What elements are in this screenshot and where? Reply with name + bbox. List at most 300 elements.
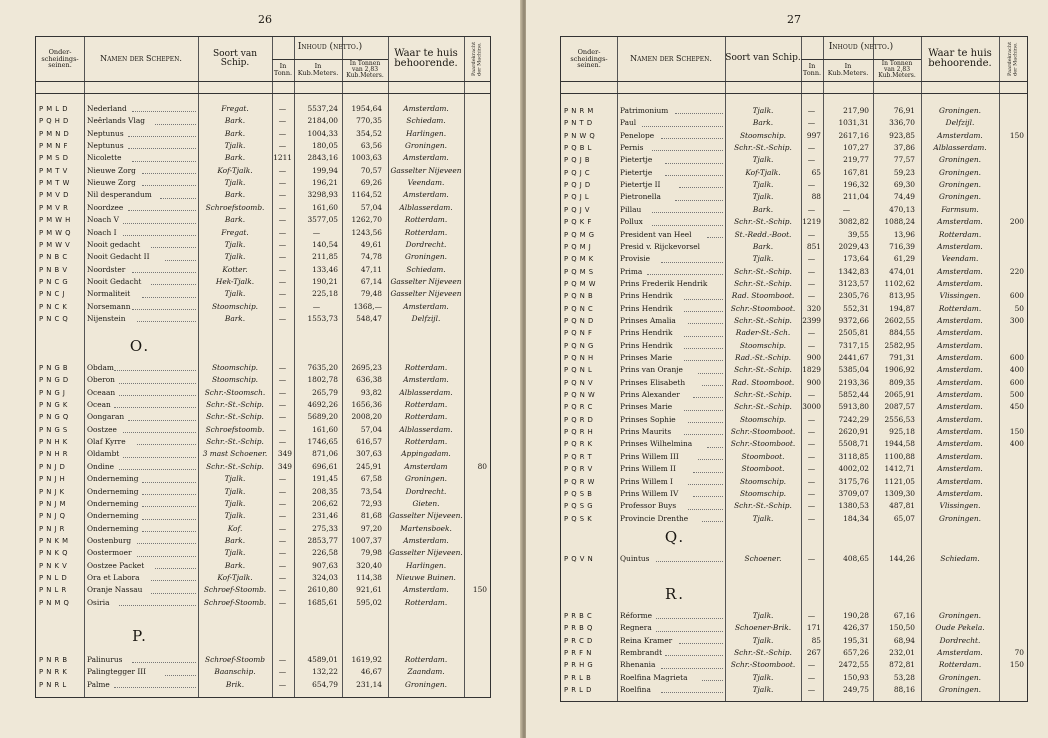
ship-type: Kof-Tjalk. [217,572,253,582]
page-right [526,0,1048,738]
tonnage: — [278,424,287,434]
tonnage: — [278,116,287,126]
signal-code: P N G K [39,401,68,410]
tons-283: 1262,70 [351,215,382,225]
tonnage: — [278,289,287,299]
ship-name: Prins van Oranje [620,364,723,376]
ship-name: Pietertje II [620,179,723,191]
ship-row [36,387,490,399]
leader-dots [128,420,196,421]
home-port: Alblasserdam. [399,202,453,212]
tons-283: 1309,30 [884,488,915,498]
cubic-meters: 5508,71 [838,439,869,449]
leader-dots [688,422,723,423]
ship-type: Rad. Stoomboot. [731,291,795,301]
cubic-meters: 132,22 [312,667,338,677]
ship-type: Schroef-Stoomb. [203,597,267,607]
leader-dots [642,126,723,127]
horsepower [465,251,487,263]
signal-code: P M L D [39,105,68,113]
cubic-meters: 871,06 [312,449,338,459]
horsepower-header-label: Paardekracht der Machine. [1006,41,1018,77]
tonnage: — [807,291,816,301]
ship-type: Schr.-St.-Schip. [206,412,264,422]
tonnage: 65 [811,167,821,177]
leader-dots [128,148,196,149]
cubic-meters: 1746,65 [307,437,338,447]
ship-row [36,288,490,300]
tons-283: 73,54 [360,486,382,496]
horsepower [465,264,487,276]
ship-name: Roelfina [620,684,723,696]
ship-type: Tjalk. [224,178,246,188]
ship-name: Osiria [87,597,196,609]
ship-name: Oberon [87,374,196,386]
signal-code: P Q N D [564,316,594,325]
section-letter: P. [132,627,148,645]
tons-283: 2602,55 [884,315,915,325]
ship-name: Onderneming [87,473,196,485]
home-port: Nieuwe Buinen. [396,572,456,582]
tonnage: — [278,498,287,508]
signal-code: P N M Q [39,598,70,607]
ship-type: Tjalk. [224,498,246,508]
header-rule [36,93,490,94]
ship-type: Tjalk. [752,106,774,115]
ship-type: Schr.-St.-Schip. [734,365,792,375]
ship-row [561,179,1027,191]
home-port: Groningen. [939,155,981,165]
leader-dots [661,692,723,693]
tonnage-header: In Tonn. [273,62,293,77]
ship-row [561,303,1027,315]
horsepower [465,436,487,448]
home-port: Schiedam. [940,554,980,563]
tons-283: 354,52 [356,128,382,138]
ship-row [36,152,490,164]
ship-row [561,191,1027,203]
horsepower [1000,513,1024,525]
tons-283: 150,50 [889,623,915,633]
ship-name: Prinses Marie [620,401,723,413]
ship-type: Fregat. [221,104,249,113]
ship-name: Nederland [87,103,196,115]
cubic-meters: 184,34 [843,513,869,523]
ship-name: Rhenania [620,659,723,671]
ship-type: Schr.-St.-Schip. [734,315,792,325]
home-port: Amsterdam. [937,377,983,387]
cubic-meters: 1553,73 [307,313,338,323]
tons-283: 1412,71 [884,464,915,474]
home-port: Harlingen. [405,128,447,138]
leader-dots [142,506,196,507]
cubic-meters: — [312,227,321,237]
ship-name: Noach V [87,214,196,226]
signal-code: P N J K [39,487,65,496]
leader-dots [132,272,196,273]
home-port: Farmsum. [941,204,979,214]
ship-name: Provisie [620,253,723,265]
ship-type: Schr.-Stoomboot. [730,303,796,313]
signal-code: P Q M K [564,255,594,264]
horsepower [1000,622,1024,634]
ship-type: Stoomschip. [211,363,259,372]
horsepower [1000,241,1024,253]
signal-code: P M S D [39,154,69,163]
leader-dots [114,407,196,408]
ship-type: Tjalk. [224,548,246,558]
tons-283: 595,02 [356,597,382,607]
tons-283: 74,78 [360,252,382,262]
horsepower: 150 [1009,660,1024,670]
ship-row [561,622,1027,634]
cubic-meters-header: In Kub.Meters. [827,62,869,77]
home-port: Dordrecht. [405,239,447,249]
signal-code: P N L D [39,573,68,582]
ship-row [36,535,490,547]
horsepower [1000,179,1024,191]
horsepower [465,597,487,609]
horsepower [465,679,487,691]
ship-row [36,128,490,140]
leader-dots [684,336,723,337]
leader-dots [675,113,723,114]
ship-type-header: Soort van Schip. [212,48,258,68]
tons-283: 81,68 [360,511,382,521]
cubic-meters: 1802,78 [307,375,338,385]
ship-name: Prins Alexander [620,389,723,401]
ship-row [561,130,1027,142]
tons-283: 232,01 [889,648,915,658]
tonnage: — [278,301,287,311]
home-port: Amsterdam. [937,427,983,437]
ship-type: 3 mast Schoener. [202,449,268,459]
leader-dots [142,297,196,298]
ship-row [36,362,490,374]
signal-code: P N J Q [39,512,66,521]
horsepower: 600 [1009,291,1024,301]
ship-type: Bark. [224,116,246,126]
home-port: Gasselter Nijeveen [390,276,462,286]
leader-dots [688,509,723,510]
section-letter: R. [664,585,686,603]
ship-name: Rembrandt [620,647,723,659]
horsepower [1000,105,1024,117]
home-port: Gasselter Nijeveen [390,289,462,299]
home-port: Amsterdam. [937,439,983,449]
ship-name: Paul [620,117,723,129]
home-port: Amsterdam. [937,648,983,658]
cubic-meters: 226,58 [312,548,338,558]
signal-code: P M V D [39,191,69,200]
ship-name: Nicolette [87,152,196,164]
leader-dots [137,444,196,445]
leader-dots [656,618,723,619]
section-letter: O. [129,337,151,355]
ship-type: Tjalk. [224,511,246,521]
tons-283: 1954,64 [351,104,382,113]
tons-283: 2065,91 [884,390,915,400]
horsepower [465,654,487,666]
home-port: Harlingen. [405,560,447,570]
signal-code: P M V R [39,203,69,212]
ship-row [36,214,490,226]
tons-283: 770,35 [356,116,382,126]
ship-row [36,584,490,596]
home-port: Rotterdam. [404,363,448,372]
horsepower [1000,635,1024,647]
tons-283: 923,85 [889,130,915,140]
ship-name: Prins Maurits [620,426,723,438]
cubic-meters: 4589,01 [307,655,338,664]
ship-type: Tjalk. [752,180,774,190]
cubic-meters: 3082,82 [838,217,869,227]
ship-row [36,103,490,115]
leader-dots [661,262,723,263]
ship-type: Tjalk. [752,685,774,695]
ship-type: Schr.-Stoomsch. [204,387,266,397]
tons-283: 921,61 [356,585,382,595]
horsepower: 600 [1009,377,1024,387]
tonnage: — [278,165,287,175]
section-letter: Q. [664,528,686,546]
horsepower: 80 [477,461,487,471]
tonnage: 267 [806,648,821,658]
header-rule [561,93,1027,94]
names-header: Namen der Schepen. [100,53,182,63]
home-port: Amsterdam. [937,241,983,251]
ship-row [36,654,490,666]
ship-name: Palme [87,679,196,691]
ship-name: Norsemann [87,301,196,313]
tonnage: — [807,513,816,523]
horsepower [1000,672,1024,684]
signal-code: P Q R H [564,428,594,437]
home-port: Amsterdam. [937,488,983,498]
leader-dots [684,311,723,312]
leader-dots [698,373,723,374]
ship-type: Stoomboot. [741,464,785,474]
horsepower [1000,463,1024,475]
leader-dots [698,459,723,460]
tonnage: — [278,679,287,689]
tonnage: 1211 [273,153,292,163]
ship-row [561,635,1027,647]
signal-code: P R B Q [564,624,593,633]
tonnage: — [278,486,287,496]
tonnage: — [807,464,816,474]
signal-code: P N K V [39,561,68,570]
cubic-meters: 133,46 [312,264,338,274]
ship-type: Rad.-St.-Schip. [734,353,791,362]
signal-code: P N C J [39,290,65,299]
ship-name: Oostzee Packet [87,560,196,572]
cubic-meters: 1342,83 [838,266,869,276]
home-port: Groningen. [405,474,447,484]
leader-dots [661,138,723,139]
ship-name: Prins Hendrik [620,290,723,302]
tonnage: — [807,143,816,153]
leader-dots [652,225,723,226]
ship-type: Bark. [224,535,246,545]
ship-row [561,463,1027,475]
ship-name: Pietertje [620,154,723,166]
cubic-meters: 552,31 [843,303,869,313]
horsepower [465,399,487,411]
tonnage: — [278,523,287,533]
signal-code: P N B C [39,253,68,262]
home-port: Amsterdam. [937,414,983,424]
tonnage: 1829 [802,365,821,375]
leader-dots [675,200,723,201]
tons-283: 67,16 [893,611,915,620]
cubic-meters: 195,31 [843,635,869,645]
ship-name: Prinses Elisabeth [620,377,723,389]
leader-dots [684,410,723,411]
signal-code: P M T W [39,179,70,188]
horsepower [1000,340,1024,352]
signal-code: P Q S K [564,514,593,523]
home-port: Amsterdam. [403,301,449,311]
leader-dots [656,631,723,632]
tonnage: — [807,180,816,190]
horsepower [465,227,487,239]
cubic-meters: 2472,55 [838,660,869,670]
leader-dots [665,175,723,176]
ship-row [36,560,490,572]
ship-type: Tjalk. [752,192,774,202]
tons-283: 1656,36 [351,400,382,410]
ship-row [561,647,1027,659]
signal-code: P N J H [39,475,66,484]
ship-name: Oceaan [87,387,196,399]
home-port: Delfzijl. [945,118,975,128]
signal-code: P Q J V [564,205,591,214]
home-port: Rotterdam. [404,437,448,447]
cubic-meters: 7242,29 [838,414,869,424]
horsepower [1000,117,1024,129]
ship-name: Palingtegger III [87,666,196,678]
home-port: Veendam. [407,178,445,188]
signal-code: P N T D [564,119,593,128]
home-port: Amsterdam. [937,340,983,350]
tonnage: — [278,560,287,570]
cubic-meters: 1685,61 [307,597,338,607]
ship-row [561,117,1027,129]
ship-type: Schr.-Stoomboot. [730,439,796,449]
leader-dots [684,348,723,349]
horsepower [1000,278,1024,290]
tons-283: 79,48 [360,289,382,299]
ship-name: Prins Willem I [620,476,723,488]
ship-name: Patrimonium [620,105,723,117]
ship-name: Prima [620,266,723,278]
cubic-meters: 217,90 [843,106,869,115]
signal-code: P N R K [39,668,68,677]
ship-type: Kotter. [222,264,248,274]
ship-name: Prins Willem IV [620,488,723,500]
cubic-meters: 1380,53 [838,501,869,511]
ship-type: Hek-Tjalk. [215,276,255,286]
horsepower [465,301,487,313]
ship-type: Bark. [224,215,246,225]
leader-dots [132,309,196,310]
leader-dots [142,519,196,520]
ship-type: Schoener. [744,554,782,563]
ship-type: Kof. [227,523,243,533]
ship-row [36,301,490,313]
tons-283: 194,87 [889,303,915,313]
tons-283: 791,31 [889,353,915,362]
tons-283: 809,35 [889,377,915,387]
tons-283: 69,30 [893,180,915,190]
ship-row [36,498,490,510]
signal-code: P Q M S [564,267,594,276]
tonnage: 900 [806,353,821,362]
horsepower [465,473,487,485]
cubic-meters: 231,46 [312,511,338,521]
ship-name: Noordster [87,264,196,276]
tons-283: 1243,56 [351,227,382,237]
horsepower [1000,553,1024,565]
ship-type: Kof-Tjalk. [745,167,781,177]
tons-283: 470,13 [889,204,915,214]
home-port: Groningen. [939,685,981,695]
ship-row [561,105,1027,117]
leader-dots [128,136,196,137]
leader-dots [688,484,723,485]
ship-name: Provincie Drenthe [620,513,723,525]
onder-header: Onder- scheidings- seinen. [41,47,79,70]
cubic-meters: 39,55 [847,229,869,239]
ship-name: Prinses Sophie [620,414,723,426]
signal-code: P Q S G [564,502,594,511]
cubic-meters: 249,75 [843,685,869,695]
tonnage: — [807,451,816,461]
cubic-meters: 150,93 [843,672,869,682]
ship-type: Schr.-St.-Schip. [734,143,792,153]
home-port: Groningen. [405,679,447,689]
ship-type: Schroef-Stoomb. [203,585,267,595]
horsepower [1000,204,1024,216]
home-port: Delfzijl. [411,313,441,323]
signal-code: P R C D [564,636,593,645]
ship-type: Stoomschip. [739,340,787,350]
ship-row [36,227,490,239]
leader-dots [119,469,196,470]
horsepower [465,152,487,164]
ship-type: Bark. [224,560,246,570]
ship-row [561,610,1027,622]
tonnage: — [278,474,287,484]
horsepower [1000,451,1024,463]
ship-row [36,473,490,485]
tonnage: — [278,141,287,151]
ship-row [561,451,1027,463]
horsepower: 150 [1009,427,1024,437]
ship-row [561,216,1027,228]
leader-dots [123,235,196,236]
signal-code: P N R M [564,107,594,115]
ship-type: Baanschip. [214,667,256,677]
tons-283: 2008,20 [351,412,382,422]
ship-type: Tjalk. [224,474,246,484]
signal-code: P N B V [39,265,68,274]
tons-283: 72,93 [360,498,382,508]
cubic-meters: 3709,07 [838,488,869,498]
leader-dots [151,593,196,594]
signal-code: P N J D [39,462,66,471]
